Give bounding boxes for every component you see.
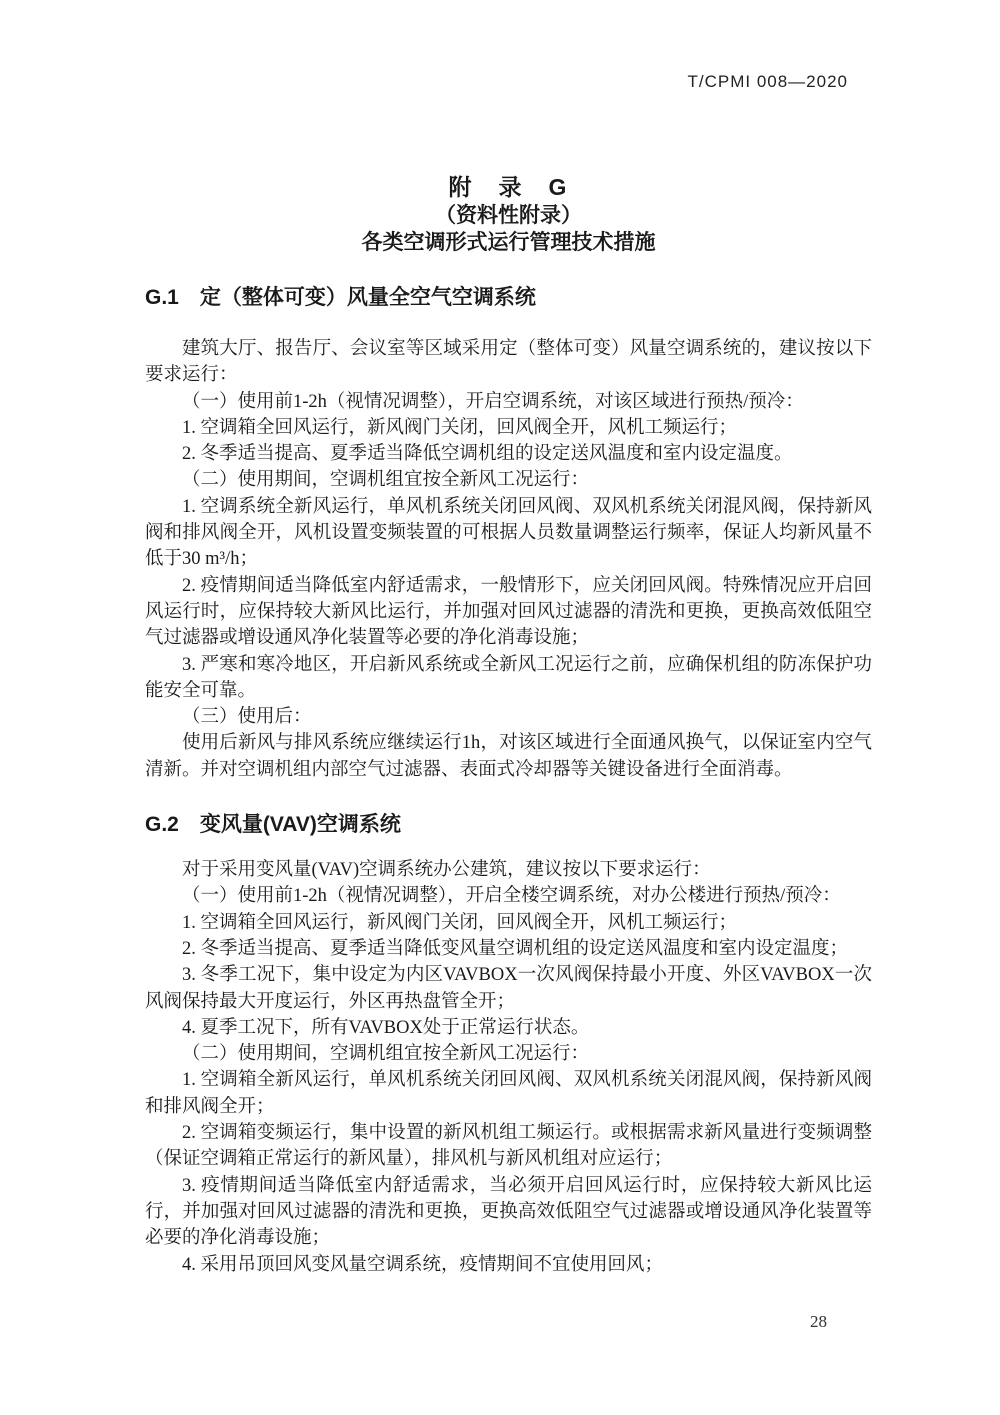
document-content <box>145 172 872 1278</box>
document-code-header: T/CPMI 008—2020 <box>687 72 848 91</box>
paragraph: （一）使用前1-2h（视情况调整），开启全楼空调系统，对办公楼进行预热/预冷： <box>182 886 841 907</box>
paragraph: 3. 严寒和寒冷地区，开启新风系统或全新风工况运行之前，应确保机组的防冻保护功能安全可靠。 <box>145 654 872 701</box>
paragraph: 2. 空调箱变频运行，集中设置的新风机组工频运行。或根据需求新风量进行变频调整（保证空调箱正常运行的新风量），排风机与新风机组对应运行； <box>145 1123 872 1170</box>
paragraph: （二）使用期间，空调机组宜按全新风工况运行： <box>182 1044 590 1065</box>
paragraph: 1. 空调箱全回风运行，新风阀门关闭，回风阀全开，风机工频运行； <box>182 912 738 933</box>
paragraph: （二）使用期间，空调机组宜按全新风工况运行： <box>182 470 590 491</box>
paragraph: 1. 空调箱全回风运行，新风阀门关闭，回风阀全开，风机工频运行； <box>182 417 738 438</box>
appendix-title-block <box>145 172 872 256</box>
paragraph: 2. 疫情期间适当降低室内舒适需求，一般情形下，应关闭回风阀。特殊情况应开启回风运行时，应保持较大新风比运行，并加强对回风过滤器的清洗和更换，更换高效低阻空气过滤器或增设通风净化装置等必要的净化消毒设施； <box>145 575 872 649</box>
paragraph: 对于采用变风量(VAV)空调系统办公建筑，建议按以下要求运行： <box>182 860 711 881</box>
paragraph: 4. 夏季工况下，所有VAVBOX处于正常运行状态。 <box>182 1017 590 1038</box>
paragraph: 2. 冬季适当提高、夏季适当降低空调机组的设定送风温度和室内设定温度。 <box>182 444 793 465</box>
section-g2-body <box>145 857 872 1278</box>
paragraph: 使用后新风与排风系统应继续运行1h，对该区域进行全面通风换气，以保证室内空气清新。并对空调机组内部空气过滤器、表面式冷却器等关键设备进行全面消毒。 <box>145 733 872 780</box>
appendix-name: 各类空调形式运行管理技术措施 <box>361 231 656 254</box>
section-heading-g1: G.1 定（整体可变）风量全空气空调系统 <box>145 286 536 309</box>
paragraph: 1. 空调箱全新风运行，单风机系统关闭回风阀、双风机系统关闭混风阀，保持新风阀和排风阀全开； <box>145 1070 872 1117</box>
paragraph: 3. 疫情期间适当降低室内舒适需求，当必须开启回风运行时，应保持较大新风比运行，并加强对回风过滤器的清洗和更换，更换高效低阻空气过滤器或增设通风净化装置等必要的净化消毒设施； <box>145 1175 872 1249</box>
paragraph: 2. 冬季适当提高、夏季适当降低变风量空调机组的设定送风温度和室内设定温度； <box>182 938 849 959</box>
paragraph: 3. 冬季工况下，集中设定为内区VAVBOX一次风阀保持最小开度、外区VAVBOX一次风阀保持最大开度运行，外区再热盘管全开； <box>145 965 872 1012</box>
paragraph: 1. 空调系统全新风运行，单风机系统关闭回风阀、双风机系统关闭混风阀，保持新风阀和排风阀全开，风机设置变频装置的可根据人员数量调整运行频率，保证人均新风量不低于30 m³/h； <box>145 496 872 570</box>
paragraph: （一）使用前1-2h（视情况调整），开启空调系统，对该区域进行预热/预冷： <box>182 391 804 412</box>
appendix-title: 附 录 G <box>448 174 569 200</box>
section-g1-body <box>145 336 872 783</box>
section-heading-g2: G.2 变风量(VAV)空调系统 <box>145 813 401 837</box>
paragraph: （三）使用后： <box>182 707 312 728</box>
page-number: 28 <box>810 1312 827 1331</box>
appendix-subtitle: （资料性附录） <box>435 204 582 227</box>
paragraph: 4. 采用吊顶回风变风量空调系统，疫情期间不宜使用回风； <box>182 1254 664 1275</box>
paragraph: 建筑大厅、报告厅、会议室等区域采用定（整体可变）风量空调系统的，建议按以下要求运行： <box>145 339 872 386</box>
